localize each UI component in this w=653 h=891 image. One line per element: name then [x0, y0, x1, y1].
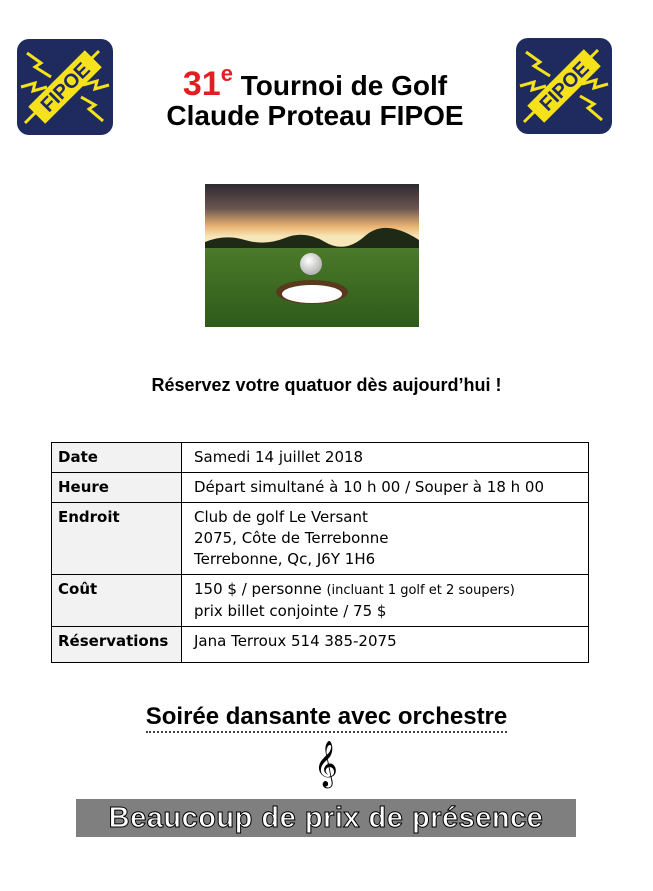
dance-evening-text: Soirée dansante avec orchestre	[146, 703, 508, 733]
tournament-number: 31	[182, 65, 221, 103]
table-row	[52, 503, 589, 575]
cost-label: Coût	[52, 575, 182, 627]
date-value: Samedi 14 juillet 2018	[182, 443, 589, 473]
fipoe-logo-icon	[516, 38, 612, 134]
svg-text:FIPOE: FIPOE	[36, 58, 95, 117]
table-row	[52, 575, 589, 627]
time-label: Heure	[52, 473, 182, 503]
golf-ball-photo	[205, 184, 419, 327]
reservations-label: Réservations	[52, 627, 182, 663]
event-details-table	[51, 442, 589, 663]
treble-clef-icon: 𝄞	[314, 741, 338, 787]
door-prizes-text: Beaucoup de prix de présence	[108, 802, 544, 834]
ordinal-suffix: e	[220, 61, 233, 86]
reservations-value: Jana Terroux 514 385-2075	[182, 627, 589, 663]
spouse-price: prix billet conjointe / 75 $	[194, 602, 387, 620]
table-row	[52, 473, 589, 503]
door-prizes-banner	[76, 799, 576, 837]
reserve-tagline: Réservez votre quatuor dès aujourd’hui !	[151, 375, 502, 395]
venue-name: Club de golf Le Versant	[194, 508, 368, 526]
time-value: Départ simultané à 10 h 00 / Souper à 18 h 00	[182, 473, 589, 503]
fipoe-logo-icon	[17, 39, 113, 135]
venue-address: 2075, Côte de Terrebonne	[194, 529, 389, 547]
page-subtitle: Claude Proteau FIPOE	[166, 100, 464, 131]
cost-note: (incluant 1 golf et 2 soupers)	[326, 583, 515, 598]
cost-price: 150 $ / personne	[194, 580, 322, 598]
venue-value	[182, 503, 589, 575]
fipoe-logo-right	[516, 38, 612, 134]
fipoe-logo-left	[17, 39, 113, 135]
table-row	[52, 443, 589, 473]
dance-evening-heading	[0, 703, 653, 731]
title-text: Tournoi de Golf	[232, 70, 448, 101]
svg-text:FIPOE: FIPOE	[535, 57, 594, 116]
table-row	[52, 627, 589, 663]
venue-label: Endroit	[52, 503, 182, 575]
cost-value	[182, 575, 589, 627]
venue-city: Terrebonne, Qc, J6Y 1H6	[194, 550, 376, 568]
date-label: Date	[52, 443, 182, 473]
